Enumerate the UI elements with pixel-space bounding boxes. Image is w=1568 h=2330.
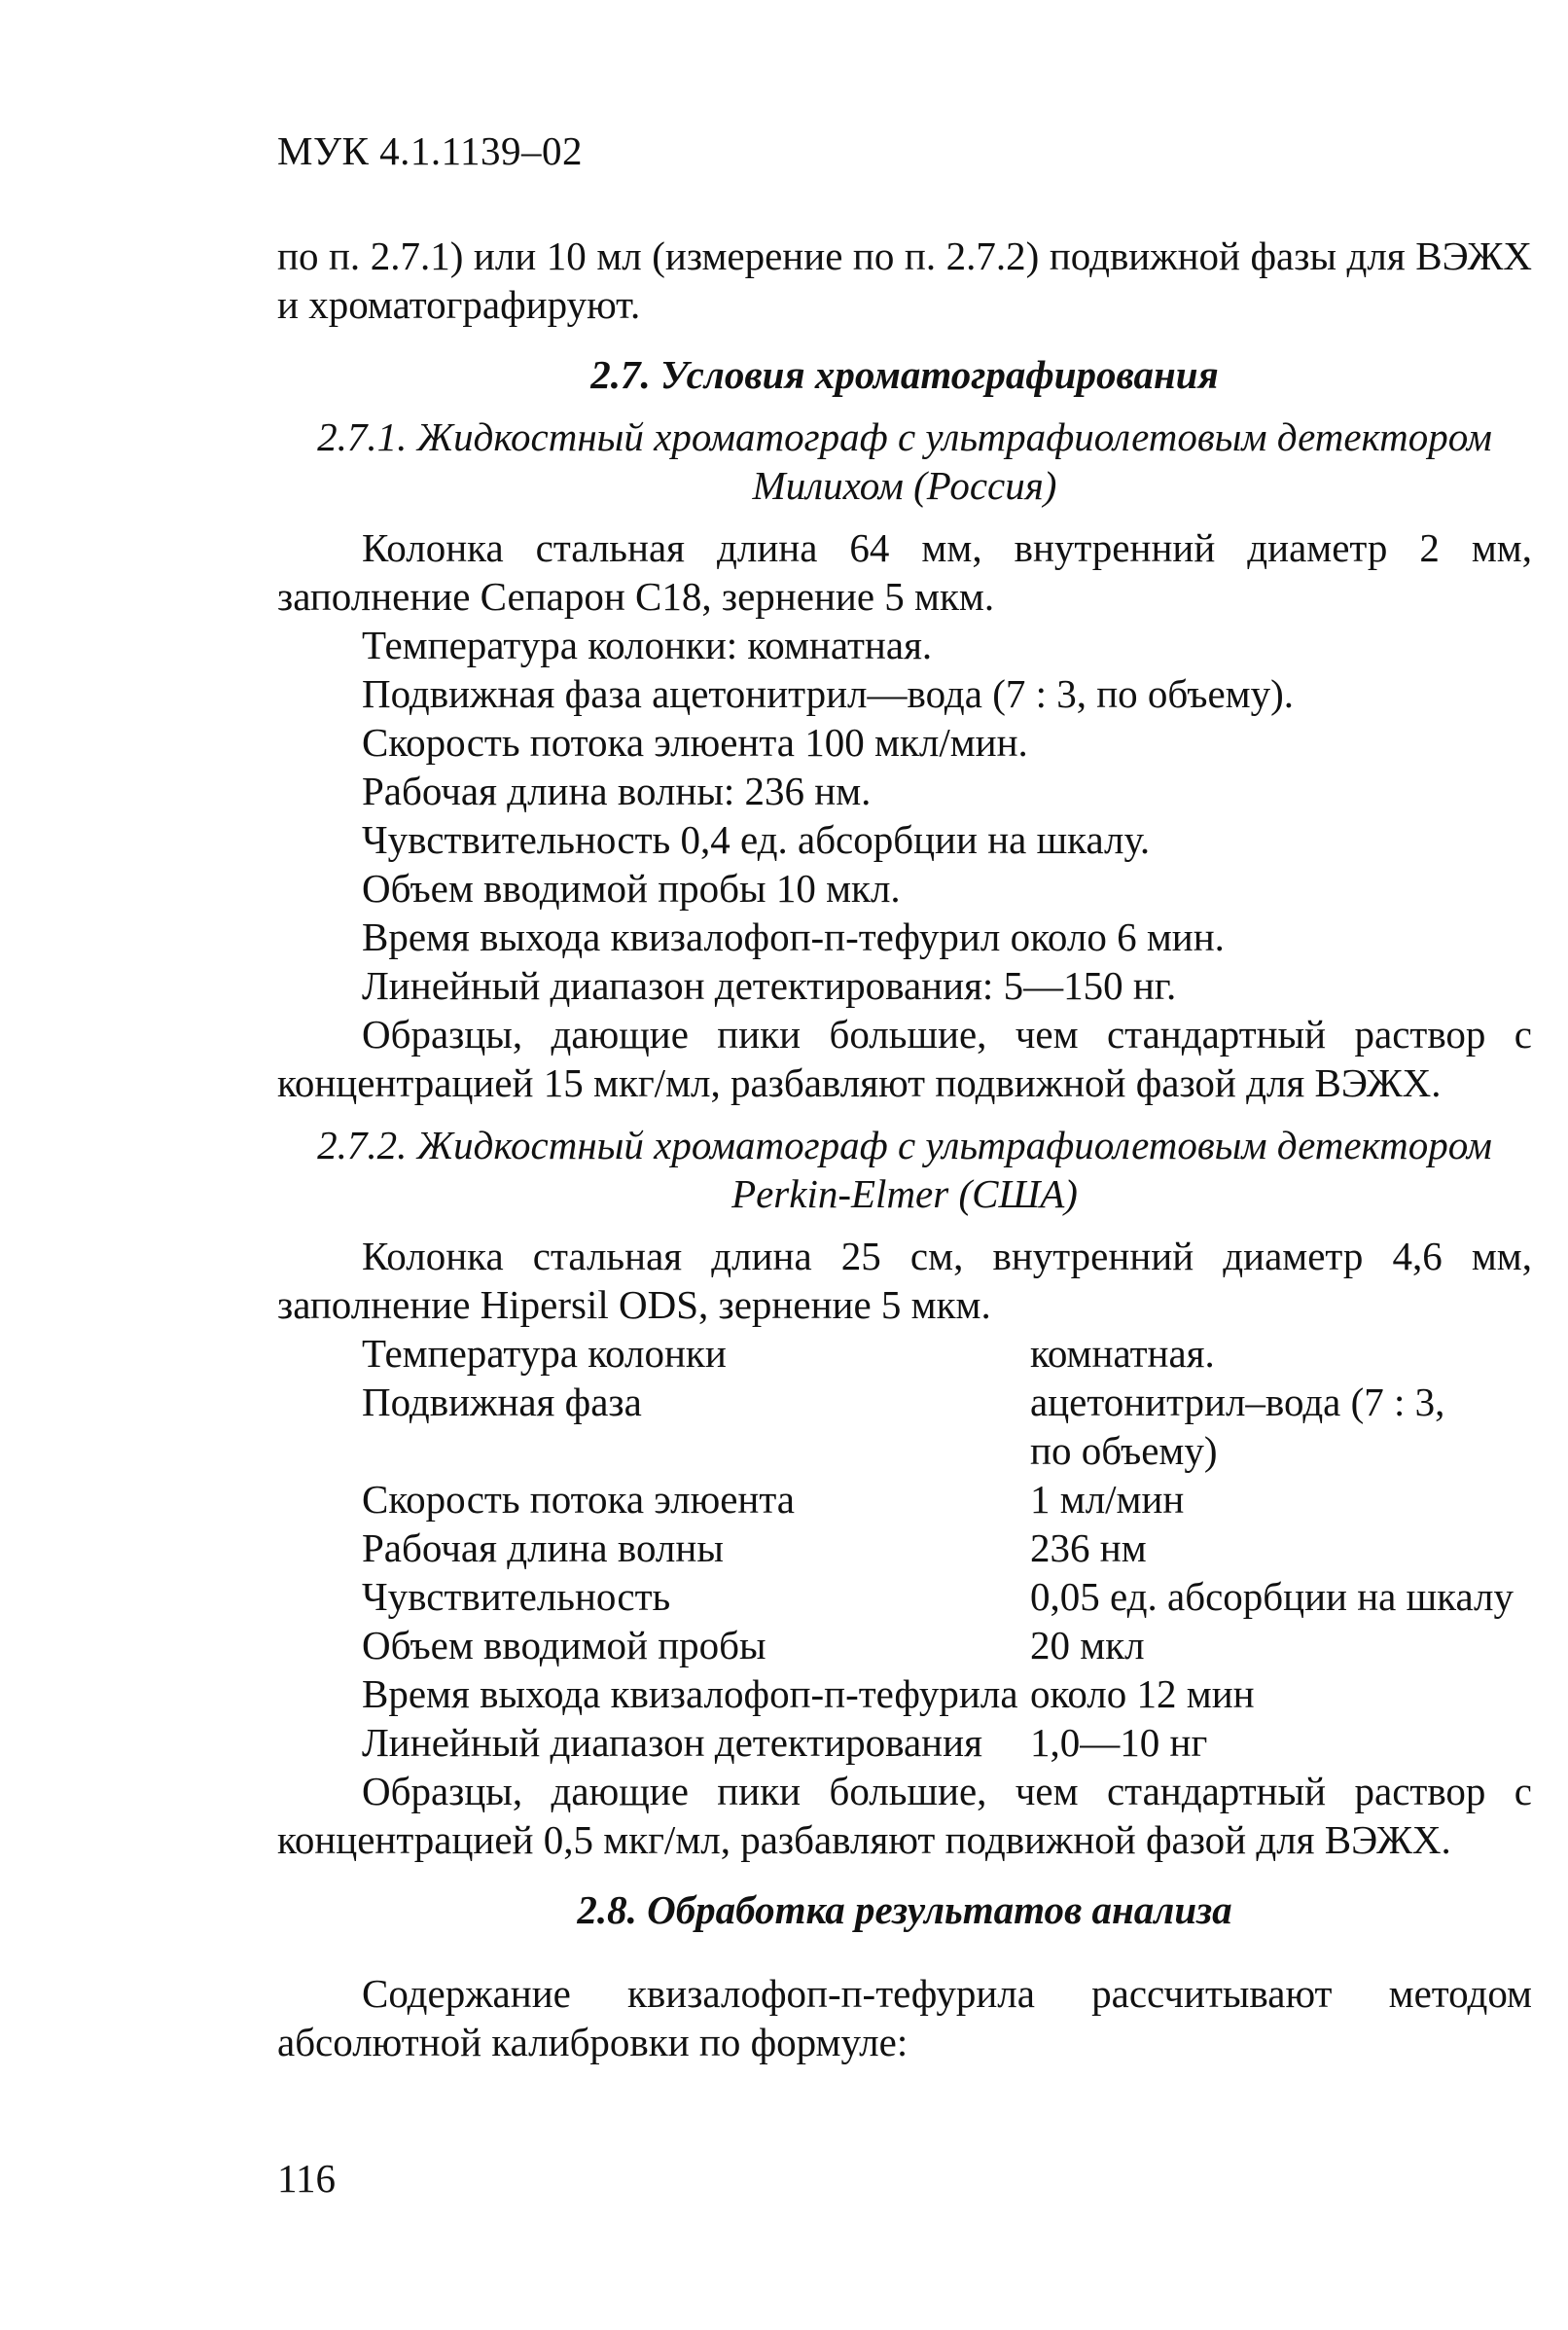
- table-row: [362, 1572, 1514, 1621]
- table-row: [362, 1621, 1514, 1669]
- table-row: [362, 1378, 1514, 1426]
- param-value: комнатная.: [1030, 1331, 1215, 1376]
- param-value: 20 мкл: [1030, 1623, 1145, 1667]
- condition-line: Скорость потока элюента 100 мкл/мин.: [362, 720, 1028, 765]
- param-name: Чувствительность: [362, 1574, 671, 1619]
- param-value: 236 нм: [1030, 1525, 1147, 1570]
- param-name: Подвижная фаза: [362, 1380, 642, 1424]
- document-code-header: МУК 4.1.1139–02: [277, 128, 584, 173]
- table-row: [362, 1475, 1514, 1523]
- table-row: [362, 1718, 1514, 1767]
- table-row: [362, 1669, 1514, 1718]
- page-number: 116: [277, 2156, 336, 2201]
- table-row: [362, 1329, 1514, 1378]
- condition-line: Подвижная фаза ацетонитрил—вода (7 : 3, по объему).: [362, 671, 1295, 716]
- samples-paragraph-2: Образцы, дающие пики большие, чем стандартный раствор с концентрацией 0,5 мкг/мл, разбавляют подвижной фазой для ВЭЖХ.: [277, 1769, 1532, 1862]
- condition-line: Линейный диапазон детектирования: 5—150 нг.: [362, 963, 1177, 1008]
- condition-line: Время выхода квизалофоп-п-тефурил около 6 мин.: [362, 914, 1225, 959]
- subsection-2-7-1-title-line2: Милихом (Россия): [752, 463, 1057, 508]
- subsection-2-7-2-title-line1: 2.7.2. Жидкостный хроматограф с ультрафиолетовым детектором: [317, 1123, 1492, 1167]
- section-2-7-title: 2.7. Условия хроматографирования: [590, 352, 1219, 397]
- param-name: Скорость потока элюента: [362, 1477, 795, 1522]
- document-page: [277, 126, 1532, 2066]
- column-description-2: Колонка стальная длина 25 см, внутренний диаметр 4,6 мм, заполнение Hipersil ODS, зернение 5 мкм.: [277, 1234, 1532, 1327]
- param-value: 0,05 ед. абсорбции на шкалу: [1030, 1574, 1514, 1619]
- condition-line: Чувствительность 0,4 ед. абсорбции на шкалу.: [362, 817, 1151, 862]
- param-name: Время выхода квизалофоп-п-тефурила: [362, 1671, 1018, 1716]
- param-name: Объем вводимой пробы: [362, 1623, 766, 1667]
- subsection-2-7-1-title-line1: 2.7.1. Жидкостный хроматограф с ультрафиолетовым детектором: [317, 414, 1492, 459]
- param-value: 1,0—10 нг: [1030, 1720, 1208, 1765]
- table-row: [362, 1426, 1514, 1475]
- param-value: около 12 мин: [1030, 1671, 1255, 1716]
- samples-paragraph-1: Образцы, дающие пики большие, чем стандартный раствор с концентрацией 15 мкг/мл, разбавляют подвижной фазой для ВЭЖХ.: [277, 1012, 1532, 1105]
- conditions-table: [362, 1329, 1514, 1767]
- param-name: Рабочая длина волны: [362, 1525, 724, 1570]
- intro-paragraph: по п. 2.7.1) или 10 мл (измерение по п. 2.7.2) подвижной фазы для ВЭЖХ и хроматографируют.: [277, 233, 1532, 327]
- param-value: ацетонитрил–вода (7 : 3,: [1030, 1380, 1445, 1424]
- param-value: 1 мл/мин: [1030, 1477, 1185, 1522]
- param-name: Температура колонки: [362, 1331, 727, 1376]
- param-name: Линейный диапазон детектирования: [362, 1720, 982, 1765]
- subsection-2-7-2-title-line2: Perkin-Elmer (США): [731, 1171, 1078, 1216]
- section-2-8-title: 2.8. Обработка результатов анализа: [577, 1887, 1232, 1932]
- table-row: [362, 1523, 1514, 1572]
- param-value: по объему): [1030, 1428, 1218, 1473]
- param-name: [362, 1426, 1030, 1475]
- condition-line: Температура колонки: комнатная.: [362, 623, 933, 667]
- column-description-1: Колонка стальная длина 64 мм, внутренний диаметр 2 мм, заполнение Сепарон С18, зернение 5 мкм.: [277, 525, 1532, 619]
- condition-line: Объем вводимой пробы 10 мкл.: [362, 866, 901, 911]
- condition-line: Рабочая длина волны: 236 нм.: [362, 769, 872, 813]
- calculation-paragraph: Содержание квизалофоп-п-тефурила рассчитывают методом абсолютной калибровки по формуле:: [277, 1971, 1532, 2064]
